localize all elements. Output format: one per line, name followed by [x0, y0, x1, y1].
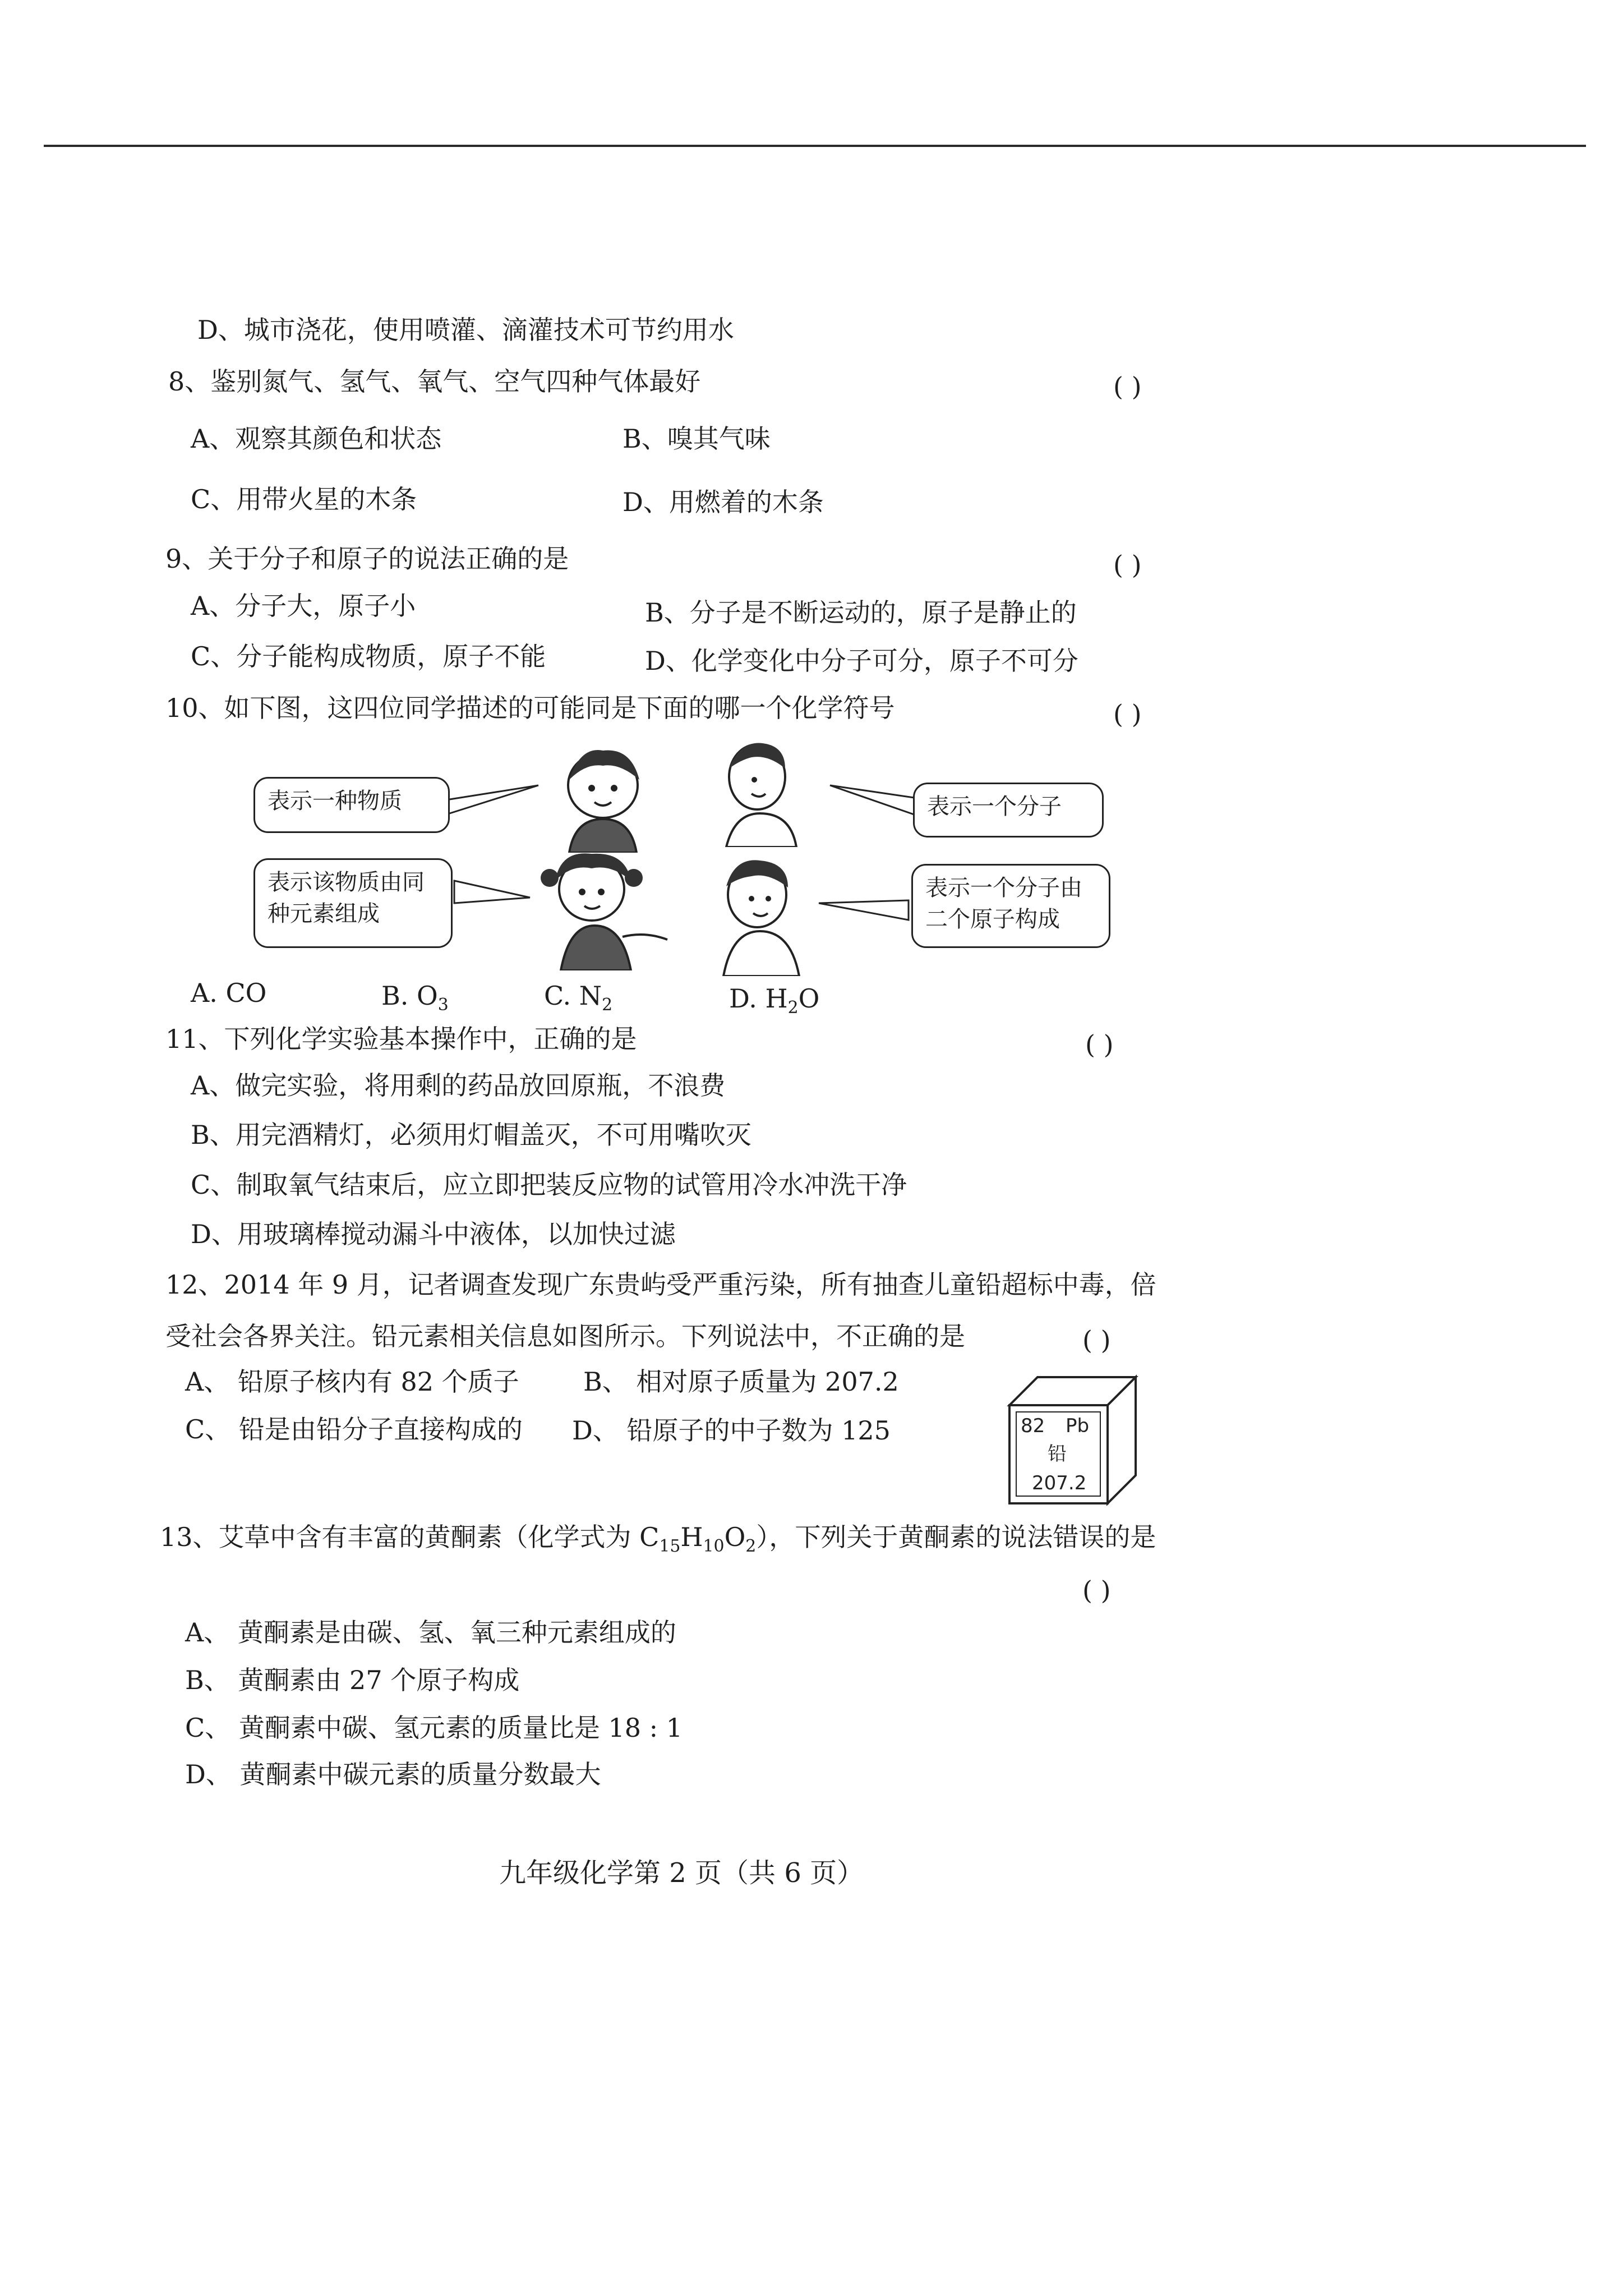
- q8-stem: 8、鉴别氮气、氢气、氧气、空气四种气体最好: [168, 366, 701, 397]
- q8-option-b: B、嗅其气味: [623, 424, 771, 454]
- q12-answer-paren: ( ): [1082, 1325, 1111, 1355]
- q11-stem: 11、下列化学实验基本操作中，正确的是: [165, 1024, 637, 1054]
- q11-option-c: C、制取氧气结束后，应立即把装反应物的试管用冷水冲洗干净: [191, 1170, 907, 1200]
- q12-option-b: B、 相对原子质量为 207.2: [583, 1366, 899, 1397]
- bubble-3-tail: [454, 881, 530, 903]
- q12-option-a: A、 铅原子核内有 82 个质子: [185, 1366, 519, 1397]
- q8-option-d: D、用燃着的木条: [623, 487, 824, 517]
- q12-option-c: C、 铅是由铅分子直接构成的: [185, 1414, 523, 1444]
- q10-option-d: D. $H_2O$: [729, 983, 820, 1018]
- q9-option-b: B、分子是不断运动的，原子是静止的: [645, 597, 1077, 628]
- q9-option-a: A、分子大，原子小: [191, 591, 416, 621]
- student-4-illustration: [709, 853, 810, 976]
- header-rule: [44, 145, 1586, 147]
- q10-option-b: B. $O_3$: [381, 981, 449, 1015]
- speech-bubble-2: [913, 783, 1104, 838]
- q8-option-a: A、观察其颜色和状态: [191, 424, 442, 454]
- q7-option-d: D、城市浇花，使用喷灌、滴灌技术可节约用水: [197, 315, 734, 345]
- student-1-illustration: [547, 740, 659, 853]
- q13-option-c: C、 黄酮素中碳、氢元素的质量比是 18 : 1: [185, 1713, 683, 1743]
- element-symbol: Pb: [1066, 1415, 1090, 1437]
- speech-bubble-4: [911, 864, 1110, 948]
- speech-bubble-1-text: 表示一种物质: [268, 788, 402, 814]
- q8-option-c: C、用带火星的木条: [191, 484, 417, 514]
- q11-option-a: A、做完实验，将用剩的药品放回原瓶，不浪费: [191, 1070, 726, 1101]
- q12-option-d: D、 铅原子的中子数为 125: [572, 1415, 891, 1446]
- q12-stem-line-2: 受社会各界关注。铅元素相关信息如图所示。下列说法中，不正确的是: [165, 1321, 965, 1351]
- speech-bubble-3: [253, 858, 453, 948]
- element-name: 铅: [1048, 1443, 1067, 1465]
- bubble-2-tail: [830, 785, 914, 815]
- speech-bubble-3-text: 表示该物质由同种元素组成: [268, 869, 425, 927]
- lead-element-cell: [1004, 1372, 1141, 1506]
- q11-option-b: B、用完酒精灯，必须用灯帽盖灭，不可用嘴吹灭: [191, 1120, 751, 1150]
- q13-option-a: A、 黄酮素是由碳、氢、氧三种元素组成的: [185, 1617, 676, 1648]
- q13-answer-paren: ( ): [1082, 1575, 1111, 1605]
- speech-bubble-1: [253, 777, 450, 833]
- element-atomic-mass: 207.2: [1032, 1472, 1087, 1494]
- element-atomic-number: 82: [1021, 1415, 1045, 1437]
- q9-answer-paren: ( ): [1113, 550, 1142, 580]
- q12-stem-line-1: 12、2014 年 9 月，记者调查发现广东贵屿受严重污染，所有抽查儿童铅超标中毒，倍: [165, 1269, 1156, 1300]
- bubble-4-tail: [819, 900, 909, 920]
- q10-option-a: A. CO: [191, 978, 267, 1008]
- q8-answer-paren: ( ): [1113, 371, 1142, 402]
- q11-option-d: D、用玻璃棒搅动漏斗中液体，以加快过滤: [191, 1219, 676, 1249]
- q11-answer-paren: ( ): [1085, 1029, 1114, 1060]
- q10-answer-paren: ( ): [1113, 699, 1142, 729]
- q13-stem: 13、艾草中含有丰富的黄酮素（化学式为 $C_{15}H_{10}O_2$），下列关于黄酮素的说法错误的是: [160, 1522, 1156, 1557]
- speech-bubble-4-text: 表示一个分子由二个原子构成: [925, 875, 1082, 932]
- q9-option-c: C、分子能构成物质，原子不能: [191, 641, 546, 671]
- student-2-illustration: [712, 735, 808, 847]
- q9-option-d: D、化学变化中分子可分，原子不可分: [645, 646, 1078, 676]
- q10-stem: 10、如下图，这四位同学描述的可能同是下面的哪一个化学符号: [165, 693, 895, 723]
- speech-bubble-2-text: 表示一个分子: [927, 794, 1062, 820]
- q10-option-c: C. $N_2$: [544, 981, 613, 1015]
- q9-stem: 9、关于分子和原子的说法正确的是: [165, 544, 569, 574]
- page-footer: 九年级化学第 2 页（共 6 页）: [499, 1857, 864, 1889]
- q13-option-d: D、 黄酮素中碳元素的质量分数最大: [185, 1759, 601, 1789]
- q13-option-b: B、 黄酮素由 27 个原子构成: [185, 1665, 520, 1695]
- student-3-illustration: [538, 847, 673, 970]
